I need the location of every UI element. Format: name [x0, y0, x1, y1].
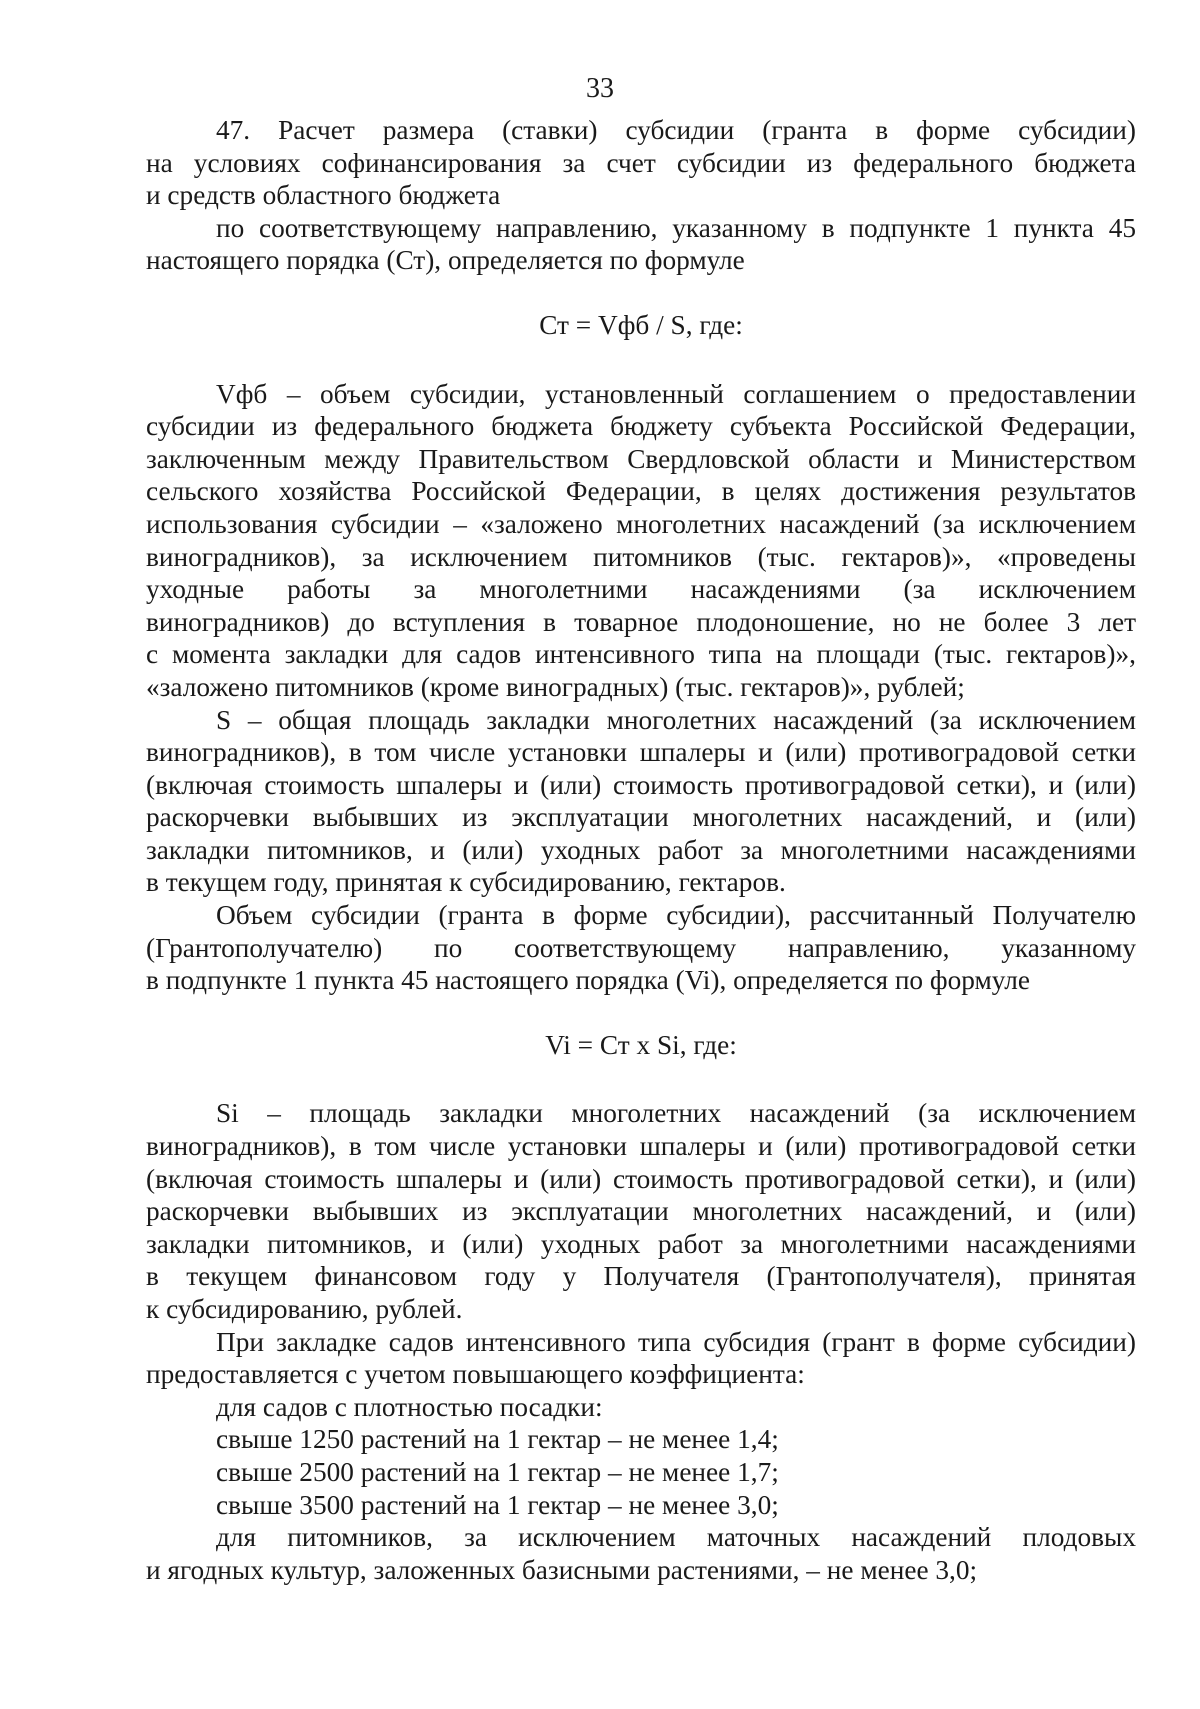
text-line: 47. Расчет размера (ставки) субсидии (гранта в форме субсидии): [216, 115, 1136, 145]
formula-rate: Ст = Vфб / S, где:: [539, 309, 743, 340]
page-number: 33: [586, 73, 614, 104]
text-line: свыше 2500 растений на 1 гектар – не менее 1,7;: [216, 1456, 779, 1487]
text-line: свыше 3500 растений на 1 гектар – не менее 3,0;: [216, 1489, 779, 1520]
text-line: в подпункте 1 пункта 45 настоящего порядка (Vi), определяется по формуле: [146, 965, 1030, 996]
text-line: Si – площадь закладки многолетних насаждений (за исключением: [216, 1098, 1136, 1129]
text-line: виноградников), в том числе установки шпалеры и (или) противоградовой сетки: [146, 1131, 1136, 1162]
text-line: для питомников, за исключением маточных насаждений плодовых: [216, 1522, 1136, 1553]
text-line: к субсидированию, рублей.: [146, 1294, 463, 1324]
text-line: и ягодных культур, заложенных базисными растениями, – не менее 3,0;: [146, 1554, 978, 1585]
text-line: виноградников) до вступления в товарное плодоношение, но не более 3 лет: [146, 606, 1136, 637]
page-body: [146, 114, 1136, 1586]
text-line: раскорчевки выбывших из эксплуатации многолетних насаждений, и (или): [146, 1196, 1136, 1227]
text-line: предоставляется с учетом повышающего коэффициента:: [146, 1359, 805, 1390]
text-line: использования субсидии – «заложено многолетних насаждений (за исключением: [146, 508, 1136, 539]
text-line: для садов с плотностью посадки:: [216, 1391, 603, 1422]
text-line: по соответствующему направлению, указанному в подпункте 1 пункта 45: [216, 212, 1136, 243]
text-line: S – общая площадь закладки многолетних насаждений (за исключением: [216, 704, 1136, 735]
text-line: Vфб – объем субсидии, установленный соглашением о предоставлении: [216, 378, 1136, 409]
text-line: в текущем году, принятая к субсидированию, гектаров.: [146, 867, 786, 898]
text-line: виноградников), за исключением питомников (тыс. гектаров)», «проведены: [146, 541, 1136, 572]
text-line: закладки питомников, и (или) уходных работ за многолетними насаждениями: [146, 834, 1136, 865]
text-line: на условиях софинансирования за счет субсидии из федерального бюджета: [146, 147, 1136, 178]
text-line: раскорчевки выбывших из эксплуатации многолетних насаждений, и (или): [146, 802, 1136, 833]
text-line: и средств областного бюджета: [146, 180, 501, 211]
text-line: закладки питомников, и (или) уходных работ за многолетними насаждениями: [146, 1228, 1136, 1259]
text-line: с момента закладки для садов интенсивного типа на площади (тыс. гектаров)»,: [146, 639, 1136, 670]
text-line: уходные работы за многолетними насаждениями (за исключением: [146, 574, 1136, 605]
text-line: Объем субсидии (гранта в форме субсидии), рассчитанный Получателю: [216, 900, 1136, 931]
text-line: в текущем финансовом году у Получателя (Грантополучателя), принятая: [146, 1261, 1136, 1292]
text-line: «заложено питомников (кроме виноградных) (тыс. гектаров)», рублей;: [146, 671, 965, 702]
text-line: заключенным между Правительством Свердловской области и Министерством: [146, 443, 1136, 474]
text-line: (включая стоимость шпалеры и (или) стоимость противоградовой сетки), и (или): [146, 769, 1136, 800]
text-line: субсидии из федерального бюджета бюджету субъекта Российской Федерации,: [146, 411, 1136, 442]
text-line: (включая стоимость шпалеры и (или) стоимость противоградовой сетки), и (или): [146, 1163, 1136, 1194]
text-line: При закладке садов интенсивного типа субсидия (грант в форме субсидии): [216, 1326, 1136, 1357]
text-line: (Грантополучателю) по соответствующему направлению, указанному: [146, 932, 1136, 963]
text-line: виноградников), в том числе установки шпалеры и (или) противоградовой сетки: [146, 737, 1136, 768]
text-line: сельского хозяйства Российской Федерации, в целях достижения результатов: [146, 476, 1136, 507]
formula-volume: Vi = Ст x Si, где:: [545, 1029, 737, 1060]
text-line: свыше 1250 растений на 1 гектар – не менее 1,4;: [216, 1424, 779, 1455]
text-line: настоящего порядка (Ст), определяется по формуле: [146, 245, 745, 276]
